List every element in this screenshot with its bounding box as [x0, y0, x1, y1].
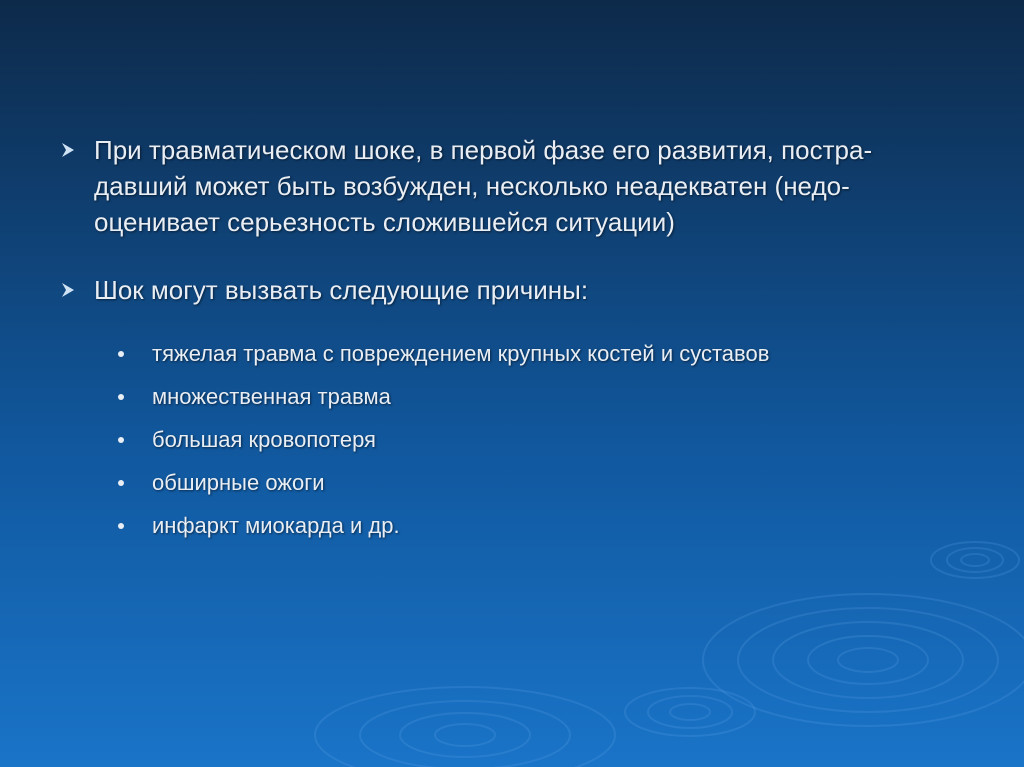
list-item-text: обширные ожоги	[152, 470, 325, 495]
main-bullet-item	[60, 132, 982, 240]
list-item	[118, 336, 938, 379]
list-item	[118, 508, 938, 551]
list-item-text: тяжелая травма с повреждением крупных костей и суставов	[152, 341, 770, 366]
list-item	[118, 422, 938, 465]
bullet-text-line-3: оценивает серьезность сложившейся ситуации)	[94, 207, 675, 237]
arrowhead-icon	[60, 141, 76, 159]
arrowhead-icon	[60, 281, 76, 299]
main-bullet-item	[60, 272, 982, 308]
dot-icon	[118, 480, 124, 486]
dot-icon	[118, 523, 124, 529]
dot-icon	[118, 394, 124, 400]
causes-list	[118, 336, 938, 551]
bullet-text-line-1: При травматическом шоке, в первой фазе его развития, постра-	[94, 135, 873, 165]
list-item-text: множественная травма	[152, 384, 391, 409]
dot-icon	[118, 437, 124, 443]
list-item	[118, 465, 938, 508]
list-item	[118, 379, 938, 422]
dot-icon	[118, 351, 124, 357]
list-item-text: инфаркт миокарда и др.	[152, 513, 400, 538]
bullet-text: Шок могут вызвать следующие причины:	[94, 275, 589, 305]
list-item-text: большая кровопотеря	[152, 427, 376, 452]
bullet-text-line-2: давший может быть возбужден, несколько неадекватен (недо-	[94, 171, 850, 201]
